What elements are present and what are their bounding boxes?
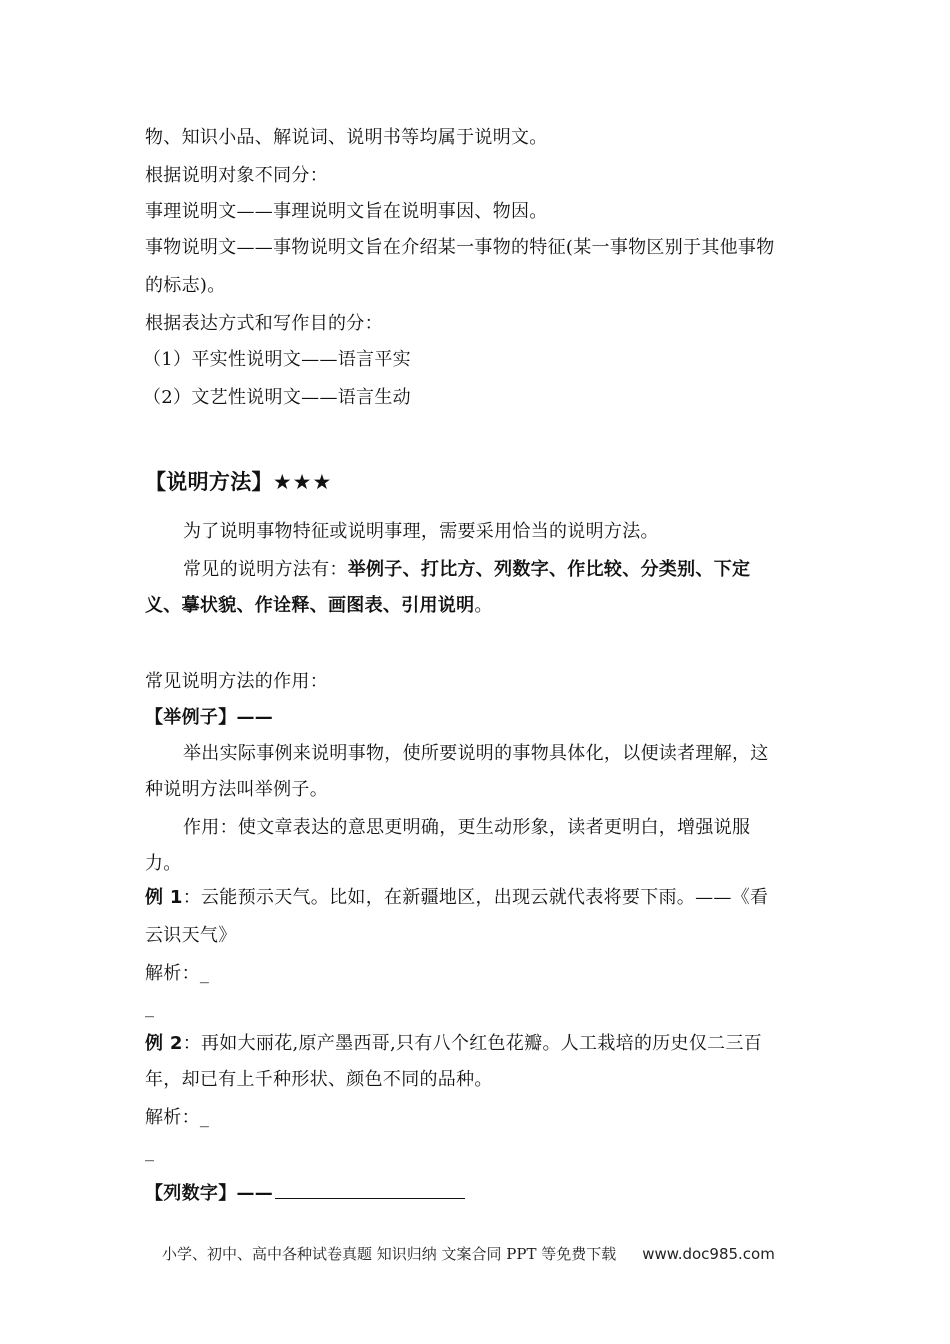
star-rating-icon: ★★★ [272, 470, 333, 494]
example-2-blank: _ [145, 1141, 155, 1162]
methods-para-2-end: 。 [474, 595, 493, 616]
example-use-line-1: 作用：使文章表达的意思更明确，更生动形象，读者更明白，增强说服 [183, 817, 751, 838]
answer-blank-line [275, 1178, 465, 1199]
example-2-label: 例 2 [145, 1033, 183, 1054]
methods-para-2-prefix: 常见的说明方法有： [183, 559, 348, 580]
methods-heading-text: 【说明方法】 [145, 470, 273, 494]
methods-heading [145, 470, 815, 494]
example-1-text: ：云能预示天气。比如，在新疆地区，出现云就代表将要下雨。——《看 [182, 887, 769, 908]
footer-url: www.doc985.com [642, 1245, 775, 1263]
intro-line-3: 事理说明文——事理说明文旨在说明事因、物因。 [145, 201, 548, 222]
page-footer [162, 1244, 775, 1264]
example-1-cont: 云识天气》 [145, 925, 237, 946]
intro-line-1: 物、知识小品、解说词、说明书等均属于说明文。 [145, 127, 548, 148]
intro-line-6: 根据表达方式和写作目的分： [145, 313, 383, 334]
example-use-line-2: 力。 [145, 853, 182, 874]
intro-line-4: 事物说明文——事物说明文旨在介绍某一事物的特征(某一事物区别于其他事物 [145, 237, 775, 258]
numbers-method-heading [145, 1178, 815, 1206]
roles-title: 常见说明方法的作用： [145, 671, 328, 692]
example-1-label: 例 1 [145, 887, 183, 908]
methods-para-1: 为了说明事物特征或说明事理，需要采用恰当的说明方法。 [183, 521, 659, 542]
intro-line-2: 根据说明对象不同分： [145, 165, 328, 186]
methods-list-part-2: 义、摹状貌、作诠释、画图表、引用说明 [145, 595, 475, 616]
example-1 [145, 886, 815, 910]
example-2-text: ：再如大丽花,原产墨西哥,只有八个红色花瓣。人工栽培的历史仅二三百 [182, 1033, 763, 1054]
example-def-line-1: 举出实际事例来说明事物，使所要说明的事物具体化，以便读者理解，这 [183, 743, 769, 764]
numbers-method-heading-text: 【列数字】—— [145, 1183, 274, 1204]
methods-list-part-1: 举例子、打比方、列数字、作比较、分类别、下定 [347, 559, 751, 580]
methods-para-2-line-1 [183, 558, 853, 582]
intro-line-5: 的标志)。 [145, 275, 226, 296]
footer-text: 小学、初中、高中各种试卷真题 知识归纳 文案合同 PPT 等免费下载 [162, 1245, 617, 1263]
example-1-analysis: 解析：_ [145, 963, 210, 984]
intro-line-7: （1）平实性说明文——语言平实 [143, 349, 411, 370]
example-2-cont: 年，却已有上千种形状、颜色不同的品种。 [145, 1069, 493, 1090]
example-2 [145, 1032, 815, 1056]
example-1-blank: _ [145, 997, 155, 1018]
intro-line-8: （2）文艺性说明文——语言生动 [143, 387, 411, 408]
methods-para-2-line-2 [145, 594, 815, 618]
example-2-analysis: 解析：_ [145, 1107, 210, 1128]
example-def-line-2: 种说明方法叫举例子。 [145, 779, 328, 800]
example-method-heading: 【举例子】—— [145, 707, 274, 728]
